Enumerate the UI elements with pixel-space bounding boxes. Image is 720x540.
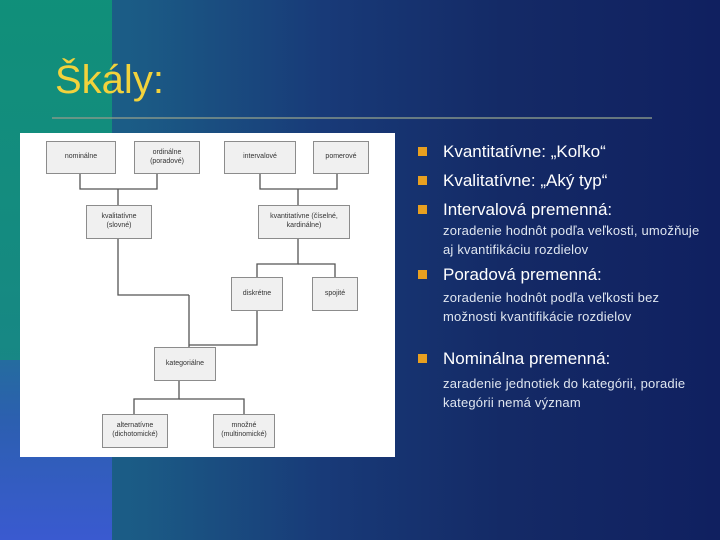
bullet-marker-icon — [418, 176, 427, 185]
bullet-text: Intervalová premenná: — [443, 200, 613, 219]
box-ordinalne: ordinálne (poradové) — [134, 141, 200, 174]
slide-title: Škály: — [55, 58, 164, 102]
bullet-subtext: zoradenie hodnôt podľa veľkosti bez možnosti kvantifikácie rozdielov — [443, 290, 660, 324]
bullet-intervalova — [418, 200, 612, 220]
bullet-marker-icon — [418, 354, 427, 363]
bullet-text: Kvalitatívne: „Aký typ“ — [443, 171, 608, 190]
bullet-marker-icon — [418, 147, 427, 156]
box-kvalitativne: kvalitatívne (slovné) — [86, 205, 152, 239]
bullet-text: Kvantitatívne: „Koľko“ — [443, 142, 606, 161]
bullet-kvalitativne — [418, 171, 607, 191]
bullet-marker-icon — [418, 270, 427, 279]
bullet-marker-icon — [418, 205, 427, 214]
bullet-poradova — [418, 265, 602, 285]
box-pomerove: pomerové — [313, 141, 369, 174]
box-kvantitativne: kvantitatívne (číselné, kardinálne) — [258, 205, 350, 239]
bullet-subtext: zoradenie hodnôt podľa veľkosti, umožňuje aj kvantifikáciu rozdielov — [443, 223, 700, 257]
box-diskretne: diskrétne — [231, 277, 283, 311]
bullet-text: Nominálna premenná: — [443, 349, 611, 368]
bullet-subtext: zaradenie jednotiek do kategórii, poradie kategórii nemá význam — [443, 376, 686, 410]
box-alternativne: alternatívne (dichotomické) — [102, 414, 168, 448]
bullet-text: Poradová premenná: — [443, 265, 602, 284]
box-kategorialne: kategoriálne — [154, 347, 216, 381]
scale-hierarchy-diagram — [20, 133, 395, 457]
title-divider — [52, 117, 652, 119]
box-spojite: spojité — [312, 277, 358, 311]
box-intervalove: intervalové — [224, 141, 296, 174]
box-nominalne: nominálne — [46, 141, 116, 174]
bullet-nominalna — [418, 349, 610, 369]
box-mnozne: množné (multinomické) — [213, 414, 275, 448]
bullet-kvantitativne — [418, 142, 606, 162]
